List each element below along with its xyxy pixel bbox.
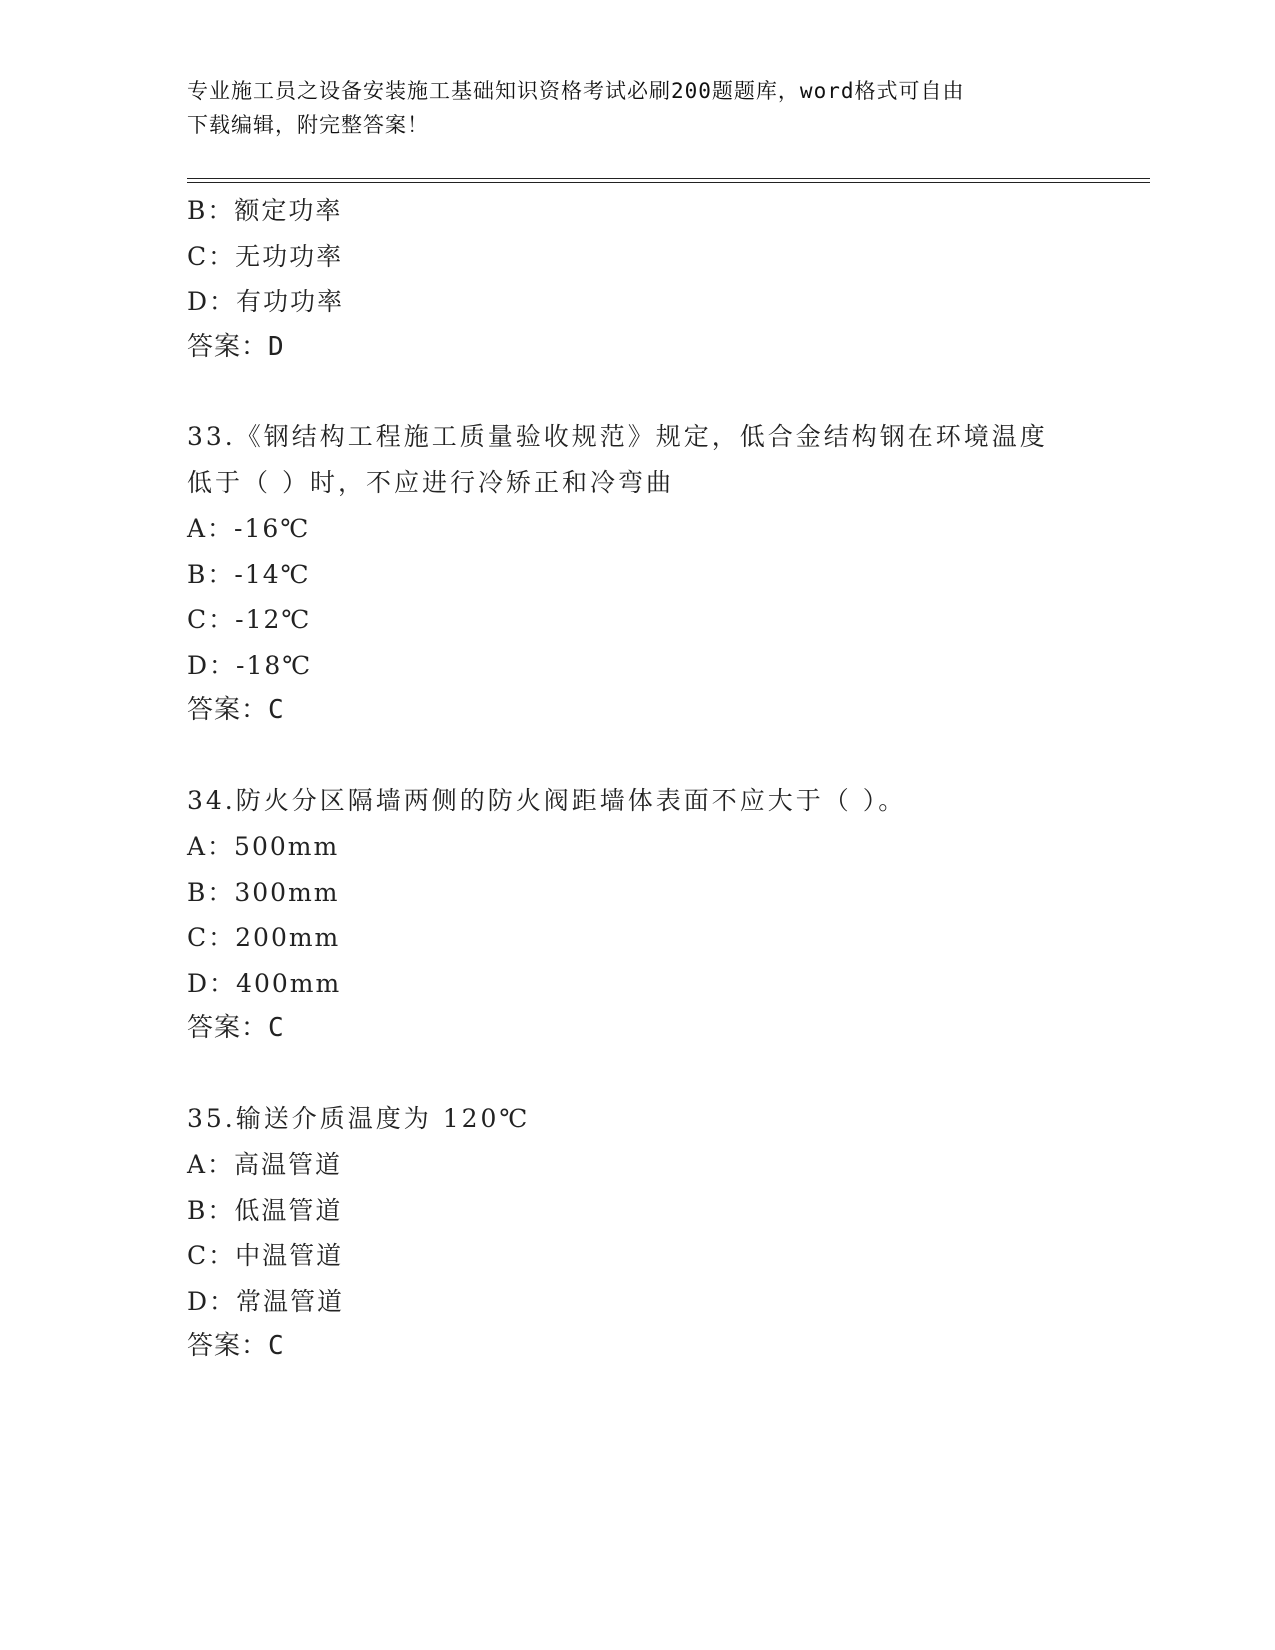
option-a: A：500mm xyxy=(187,832,340,861)
document-header xyxy=(187,74,1087,142)
option-a: A：高温管道 xyxy=(187,1150,343,1179)
answer: 答案：C xyxy=(187,1331,285,1361)
question-title-line-1: 33.《钢结构工程施工质量验收规范》规定，低合金结构钢在环境温度 xyxy=(187,422,1048,451)
question-35 xyxy=(187,1097,1137,1370)
option-d: D：-18℃ xyxy=(187,650,313,680)
option-d: D：常温管道 xyxy=(187,1286,345,1316)
header-line-1: 专业施工员之设备安装施工基础知识资格考试必刷200题题库，word格式可自由 xyxy=(187,79,965,103)
option-c: C：-12℃ xyxy=(187,605,312,634)
answer: 答案：C xyxy=(187,1013,285,1043)
answer: 答案：C xyxy=(187,695,285,725)
option-b: B：低温管道 xyxy=(187,1195,343,1225)
question-content xyxy=(187,188,1137,1370)
option-d: D：400mm xyxy=(187,968,342,998)
option-a: A：-16℃ xyxy=(187,514,311,543)
answer: 答案：D xyxy=(187,331,285,362)
option-c: C：中温管道 xyxy=(187,1241,344,1270)
option-b: B：300mm xyxy=(187,877,340,907)
question-title: 34.防火分区隔墙两侧的防火阀距墙体表面不应大于（ ）。 xyxy=(187,785,907,815)
question-title-line-2: 低于（ ）时，不应进行冷矫正和冷弯曲 xyxy=(187,467,674,497)
header-divider-bottom xyxy=(187,182,1150,183)
option-d: D：有功功率 xyxy=(187,287,345,316)
question-34 xyxy=(187,779,1137,1052)
header-line-2: 下载编辑，附完整答案！ xyxy=(187,113,429,137)
option-b: B：额定功率 xyxy=(187,196,343,225)
option-b: B：-14℃ xyxy=(187,559,311,589)
option-c: C：无功功率 xyxy=(187,241,344,271)
question-32-continued xyxy=(187,188,1137,370)
header-divider-top xyxy=(187,178,1150,179)
option-c: C：200mm xyxy=(187,923,341,952)
question-33 xyxy=(187,415,1137,734)
question-title: 35.输送介质温度为 120℃ xyxy=(187,1103,531,1133)
